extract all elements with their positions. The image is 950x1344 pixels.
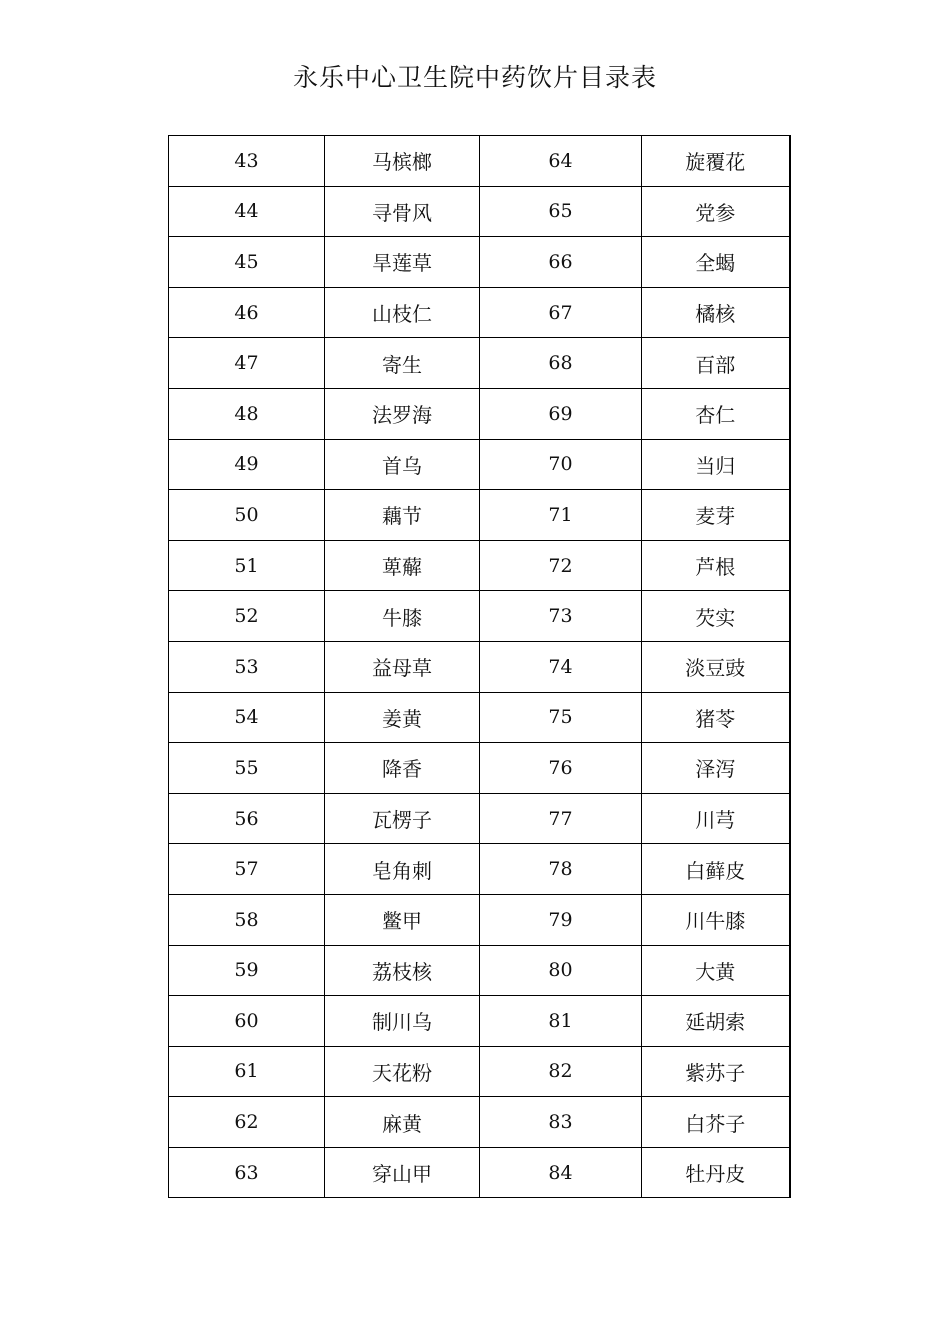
item-number-cell: 71 (480, 490, 642, 541)
herb-name-cell: 姜黄 (325, 692, 480, 743)
item-number-cell: 69 (480, 388, 642, 439)
herb-name-cell: 马槟榔 (325, 136, 480, 187)
herb-catalog-table (168, 135, 791, 1198)
item-number-cell: 61 (169, 1046, 325, 1097)
item-number-cell: 75 (480, 692, 642, 743)
item-number-cell: 55 (169, 743, 325, 794)
herb-name-cell: 穿山甲 (325, 1147, 480, 1198)
herb-name-cell: 益母草 (325, 641, 480, 692)
item-number-cell: 84 (480, 1147, 642, 1198)
herb-name-cell: 麻黄 (325, 1097, 480, 1148)
page-title: 永乐中心卫生院中药饮片目录表 (292, 63, 657, 92)
table-row (169, 844, 790, 895)
table-row (169, 1046, 790, 1097)
table-row (169, 743, 790, 794)
item-number-cell: 66 (480, 237, 642, 288)
herb-name-cell: 皂角刺 (325, 844, 480, 895)
herb-name-cell: 芡实 (642, 591, 790, 642)
herb-name-cell: 当归 (642, 439, 790, 490)
table-row (169, 439, 790, 490)
item-number-cell: 57 (169, 844, 325, 895)
table-row (169, 591, 790, 642)
herb-name-cell: 法罗海 (325, 388, 480, 439)
item-number-cell: 48 (169, 388, 325, 439)
item-number-cell: 52 (169, 591, 325, 642)
herb-name-cell: 白藓皮 (642, 844, 790, 895)
herb-name-cell: 首乌 (325, 439, 480, 490)
table-row (169, 490, 790, 541)
herb-name-cell: 寻骨风 (325, 186, 480, 237)
item-number-cell: 49 (169, 439, 325, 490)
table-row (169, 1097, 790, 1148)
item-number-cell: 77 (480, 793, 642, 844)
herb-name-cell: 制川乌 (325, 996, 480, 1047)
herb-name-cell: 猪苓 (642, 692, 790, 743)
item-number-cell: 76 (480, 743, 642, 794)
herb-name-cell: 荔枝核 (325, 945, 480, 996)
item-number-cell: 46 (169, 287, 325, 338)
table-row (169, 692, 790, 743)
item-number-cell: 58 (169, 894, 325, 945)
table-row (169, 388, 790, 439)
item-number-cell: 65 (480, 186, 642, 237)
table-row (169, 641, 790, 692)
herb-name-cell: 天花粉 (325, 1046, 480, 1097)
item-number-cell: 73 (480, 591, 642, 642)
table-row (169, 237, 790, 288)
item-number-cell: 63 (169, 1147, 325, 1198)
herb-name-cell: 淡豆豉 (642, 641, 790, 692)
table-row (169, 186, 790, 237)
herb-name-cell: 川牛膝 (642, 894, 790, 945)
herb-name-cell: 旋覆花 (642, 136, 790, 187)
table-row (169, 540, 790, 591)
table-row (169, 894, 790, 945)
item-number-cell: 62 (169, 1097, 325, 1148)
herb-name-cell: 紫苏子 (642, 1046, 790, 1097)
item-number-cell: 72 (480, 540, 642, 591)
table-row (169, 945, 790, 996)
table-row (169, 287, 790, 338)
herb-name-cell: 山枝仁 (325, 287, 480, 338)
item-number-cell: 45 (169, 237, 325, 288)
herb-name-cell: 白芥子 (642, 1097, 790, 1148)
item-number-cell: 81 (480, 996, 642, 1047)
item-number-cell: 56 (169, 793, 325, 844)
item-number-cell: 82 (480, 1046, 642, 1097)
item-number-cell: 64 (480, 136, 642, 187)
item-number-cell: 47 (169, 338, 325, 389)
item-number-cell: 80 (480, 945, 642, 996)
table-row (169, 793, 790, 844)
herb-name-cell: 麦芽 (642, 490, 790, 541)
item-number-cell: 54 (169, 692, 325, 743)
herb-name-cell: 鳖甲 (325, 894, 480, 945)
herb-name-cell: 橘核 (642, 287, 790, 338)
herb-name-cell: 瓦楞子 (325, 793, 480, 844)
herb-name-cell: 牡丹皮 (642, 1147, 790, 1198)
herb-name-cell: 延胡索 (642, 996, 790, 1047)
table-row (169, 1147, 790, 1198)
table-row (169, 136, 790, 187)
item-number-cell: 43 (169, 136, 325, 187)
table-row (169, 338, 790, 389)
item-number-cell: 59 (169, 945, 325, 996)
herb-name-cell: 牛膝 (325, 591, 480, 642)
item-number-cell: 70 (480, 439, 642, 490)
item-number-cell: 74 (480, 641, 642, 692)
item-number-cell: 68 (480, 338, 642, 389)
herb-name-cell: 全蝎 (642, 237, 790, 288)
herb-name-cell: 萆薢 (325, 540, 480, 591)
herb-name-cell: 旱莲草 (325, 237, 480, 288)
herb-name-cell: 百部 (642, 338, 790, 389)
herb-name-cell: 党参 (642, 186, 790, 237)
herb-name-cell: 降香 (325, 743, 480, 794)
item-number-cell: 51 (169, 540, 325, 591)
herb-name-cell: 藕节 (325, 490, 480, 541)
herb-name-cell: 川芎 (642, 793, 790, 844)
item-number-cell: 50 (169, 490, 325, 541)
herb-name-cell: 寄生 (325, 338, 480, 389)
item-number-cell: 60 (169, 996, 325, 1047)
herb-name-cell: 泽泻 (642, 743, 790, 794)
table-row (169, 996, 790, 1047)
item-number-cell: 83 (480, 1097, 642, 1148)
item-number-cell: 44 (169, 186, 325, 237)
item-number-cell: 78 (480, 844, 642, 895)
herb-name-cell: 杏仁 (642, 388, 790, 439)
item-number-cell: 79 (480, 894, 642, 945)
table-body (169, 136, 790, 1198)
item-number-cell: 53 (169, 641, 325, 692)
item-number-cell: 67 (480, 287, 642, 338)
herb-name-cell: 大黄 (642, 945, 790, 996)
herb-name-cell: 芦根 (642, 540, 790, 591)
